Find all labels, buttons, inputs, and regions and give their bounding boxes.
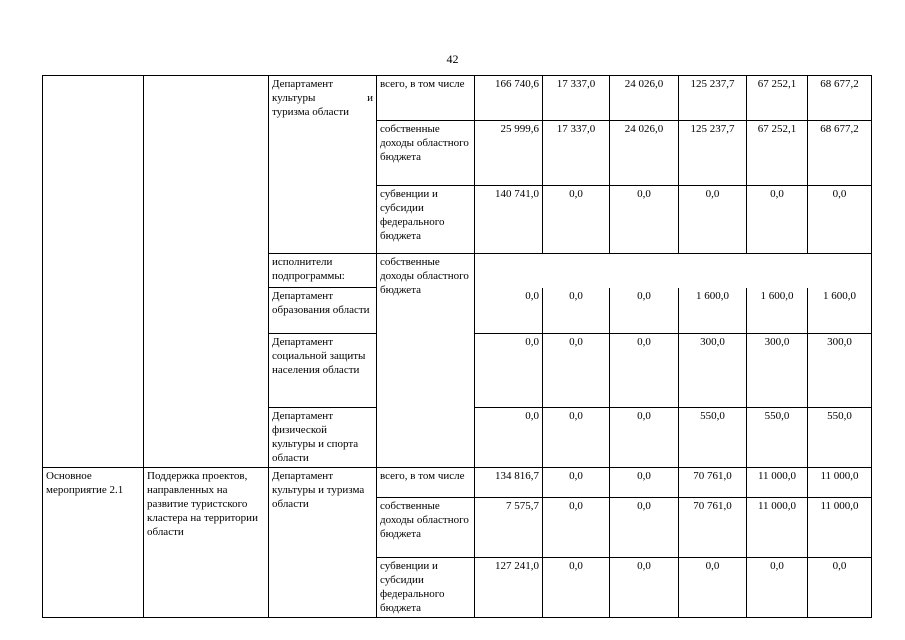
value-cell: 1 600,0 xyxy=(679,288,747,334)
value-cell: 0,0 xyxy=(610,288,679,334)
department-line: Департамент xyxy=(272,78,334,90)
value-cell: 11 000,0 xyxy=(808,498,872,558)
value-cell: 0,0 xyxy=(475,334,543,408)
page-number: 42 xyxy=(446,52,459,66)
value-cell: 0,0 xyxy=(610,498,679,558)
value-cell: 125 237,7 xyxy=(679,121,747,186)
value-cell: 67 252,1 xyxy=(747,121,808,186)
executor-cell: Департамент образования области xyxy=(269,288,377,334)
source-cell: субвенции и субсидии федерального бюджета xyxy=(377,186,475,254)
source-cell: всего, в том числе xyxy=(377,468,475,498)
table-row xyxy=(43,468,872,498)
value-cell: 1 600,0 xyxy=(808,288,872,334)
budget-table xyxy=(42,75,872,618)
value-cell: 0,0 xyxy=(543,186,610,254)
value-cell: 0,0 xyxy=(543,334,610,408)
value-cell: 25 999,6 xyxy=(475,121,543,186)
value-cell: 68 677,2 xyxy=(808,76,872,121)
value-cell: 134 816,7 xyxy=(475,468,543,498)
value-cell: 0,0 xyxy=(543,558,610,618)
value-cell: 70 761,0 xyxy=(679,468,747,498)
value-cell: 0,0 xyxy=(610,558,679,618)
department-cell xyxy=(269,76,377,254)
executor-cell: Департамент физической культуры и спорта области xyxy=(269,408,377,468)
value-cell: 0,0 xyxy=(475,288,543,334)
value-cell: 11 000,0 xyxy=(747,498,808,558)
value-cell: 68 677,2 xyxy=(808,121,872,186)
value-cell: 0,0 xyxy=(610,186,679,254)
value-cell: 127 241,0 xyxy=(475,558,543,618)
department-cell: Департамент культуры и туризма области xyxy=(269,468,377,618)
value-cell: 550,0 xyxy=(679,408,747,468)
value-cell: 0,0 xyxy=(808,186,872,254)
value-cell: 0,0 xyxy=(679,558,747,618)
value-cell: 300,0 xyxy=(679,334,747,408)
source-cell: собственные доходы областного бюджета xyxy=(377,498,475,558)
executor-cell: Департамент социальной защиты населения области xyxy=(269,334,377,408)
value-cell: 0,0 xyxy=(543,288,610,334)
spacer-cell xyxy=(475,254,872,288)
value-cell: 300,0 xyxy=(808,334,872,408)
value-cell: 0,0 xyxy=(610,408,679,468)
value-cell: 550,0 xyxy=(808,408,872,468)
value-cell: 67 252,1 xyxy=(747,76,808,121)
value-cell: 166 740,6 xyxy=(475,76,543,121)
value-cell: 550,0 xyxy=(747,408,808,468)
value-cell: 0,0 xyxy=(747,558,808,618)
measure-cell: Основное мероприятие 2.1 xyxy=(43,468,144,618)
value-cell: 24 026,0 xyxy=(610,76,679,121)
value-cell: 0,0 xyxy=(610,468,679,498)
department-line: туризма области xyxy=(272,106,350,118)
value-cell: 70 761,0 xyxy=(679,498,747,558)
value-cell: 0,0 xyxy=(747,186,808,254)
value-cell: 1 600,0 xyxy=(747,288,808,334)
source-cell: собственные доходы областного бюджета xyxy=(377,254,475,468)
value-cell: 11 000,0 xyxy=(808,468,872,498)
value-cell: 300,0 xyxy=(747,334,808,408)
value-cell: 0,0 xyxy=(679,186,747,254)
source-cell: собственные доходы областного бюджета xyxy=(377,121,475,186)
source-cell: всего, в том числе xyxy=(377,76,475,121)
value-cell: 11 000,0 xyxy=(747,468,808,498)
value-cell: 7 575,7 xyxy=(475,498,543,558)
value-cell: 17 337,0 xyxy=(543,76,610,121)
value-cell: 125 237,7 xyxy=(679,76,747,121)
value-cell: 140 741,0 xyxy=(475,186,543,254)
value-cell: 0,0 xyxy=(543,468,610,498)
table-row xyxy=(43,76,872,121)
department-line: культуры xyxy=(272,92,316,104)
executors-header-cell: исполнители подпрограммы: xyxy=(269,254,377,288)
value-cell: 0,0 xyxy=(475,408,543,468)
value-cell: 0,0 xyxy=(543,498,610,558)
value-cell: 0,0 xyxy=(808,558,872,618)
value-cell: 0,0 xyxy=(610,334,679,408)
value-cell: 17 337,0 xyxy=(543,121,610,186)
department-line: и xyxy=(367,92,373,104)
source-cell: субвенции и субсидии федерального бюджета xyxy=(377,558,475,618)
measure-cell-empty xyxy=(43,76,144,468)
description-cell: Поддержка проектов, направленных на развитие туристского кластера на территории области xyxy=(144,468,269,618)
value-cell: 0,0 xyxy=(543,408,610,468)
description-cell-empty xyxy=(144,76,269,468)
value-cell: 24 026,0 xyxy=(610,121,679,186)
